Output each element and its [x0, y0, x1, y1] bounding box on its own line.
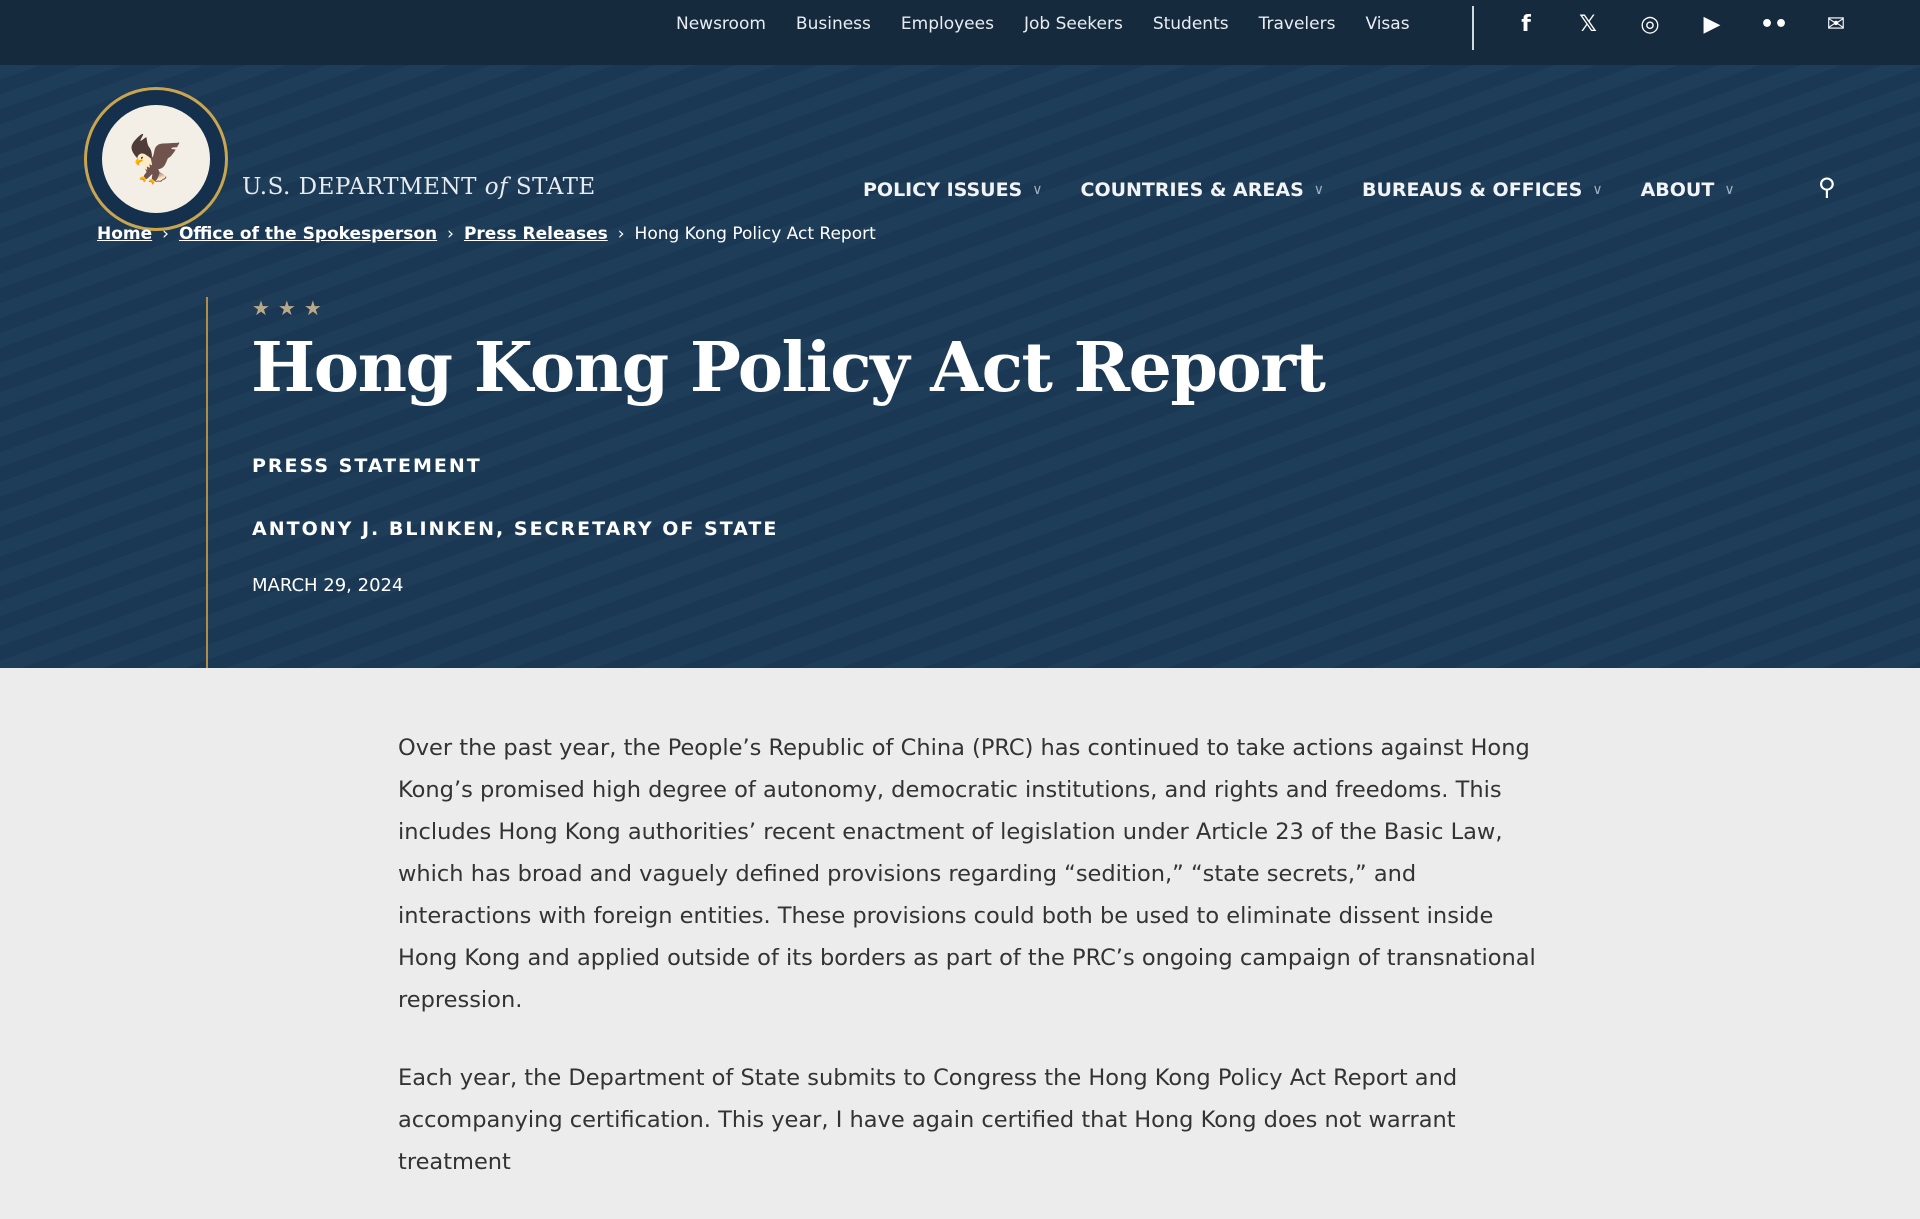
article-author: ANTONY J. BLINKEN, SECRETARY OF STATE	[252, 518, 779, 540]
nav-policy-issues[interactable]	[863, 179, 1043, 201]
youtube-icon[interactable]: ▶	[1703, 12, 1721, 37]
utility-link-students[interactable]: Students	[1152, 14, 1229, 34]
paragraph: Each year, the Department of State submits to Congress the Hong Kong Policy Act Report and accompanying certification. This year, I have again certified that Hong Kong does not warrant treatment	[398, 1065, 1458, 1175]
facebook-icon[interactable]: f	[1521, 12, 1531, 37]
nav-about[interactable]	[1641, 179, 1735, 201]
nav-label: COUNTRIES & AREAS	[1080, 179, 1304, 201]
brand-of: of	[484, 174, 509, 200]
instagram-icon[interactable]: ◎	[1640, 12, 1660, 37]
article-type: PRESS STATEMENT	[252, 455, 482, 477]
chevron-down-icon: ∨	[1592, 182, 1603, 198]
flickr-icon[interactable]: ••	[1760, 12, 1789, 37]
nav-label: BUREAUS & OFFICES	[1362, 179, 1583, 201]
utility-link-job-seekers[interactable]: Job Seekers	[1023, 14, 1123, 34]
utility-bar	[0, 0, 1920, 65]
social-links	[1512, 12, 1850, 37]
breadcrumb	[97, 224, 876, 244]
nav-countries-areas[interactable]	[1081, 179, 1325, 201]
nav-label: POLICY ISSUES	[863, 179, 1023, 201]
utility-link-newsroom[interactable]: Newsroom	[676, 14, 766, 34]
utility-link-visas[interactable]: Visas	[1365, 14, 1410, 34]
nav-label: ABOUT	[1640, 179, 1715, 201]
brand-text: U.S. DEPARTMENT	[242, 174, 485, 200]
breadcrumb-spokesperson[interactable]: Office of the Spokesperson	[178, 224, 438, 244]
main-nav	[863, 179, 1735, 201]
utility-link-employees[interactable]: Employees	[900, 14, 994, 34]
article-body	[398, 727, 1538, 1219]
department-seal-logo[interactable]	[84, 87, 228, 231]
brand-text-state: STATE	[508, 174, 596, 200]
eagle-icon: 🦅	[102, 105, 210, 213]
nav-bureaus-offices[interactable]	[1362, 179, 1603, 201]
chevron-down-icon: ∨	[1032, 182, 1043, 198]
breadcrumb-separator: ›	[447, 224, 454, 244]
utility-link-business[interactable]: Business	[795, 14, 871, 34]
utility-link-travelers[interactable]: Travelers	[1258, 14, 1336, 34]
page-title: Hong Kong Policy Act Report	[251, 328, 1325, 408]
paragraph: Over the past year, the People’s Republic of China (PRC) has continued to take actions against Hong Kong’s promised high degree of autonomy, democratic institutions, and rights and freedoms. This includes Hong Kong authorities’ recent enactment of legislation under Article 23 of the Basic Law, which has broad and vaguely defined provisions regarding “sedition,” “state secrets,” and interactions with foreign entities. These provisions could both be used to eliminate dissent inside Hong Kong and applied outside of its borders as part of the PRC’s ongoing campaign of transnational repression.	[398, 735, 1536, 1013]
search-icon[interactable]: ⚲	[1818, 173, 1836, 201]
breadcrumb-separator: ›	[162, 224, 169, 244]
stars-icon: ★★★	[252, 296, 330, 320]
email-icon[interactable]: ✉	[1826, 12, 1846, 37]
article-date: MARCH 29, 2024	[252, 575, 404, 596]
breadcrumb-press-releases[interactable]: Press Releases	[463, 224, 608, 244]
chevron-down-icon: ∨	[1313, 182, 1324, 198]
utility-nav	[676, 14, 1410, 34]
breadcrumb-home[interactable]: Home	[97, 224, 153, 244]
breadcrumb-current: Hong Kong Policy Act Report	[634, 224, 876, 244]
breadcrumb-separator: ›	[617, 224, 625, 244]
accent-line	[206, 297, 208, 668]
site-title[interactable]	[242, 174, 596, 200]
chevron-down-icon: ∨	[1724, 182, 1735, 198]
x-icon[interactable]: 𝕏	[1579, 12, 1597, 37]
divider	[1472, 6, 1474, 50]
